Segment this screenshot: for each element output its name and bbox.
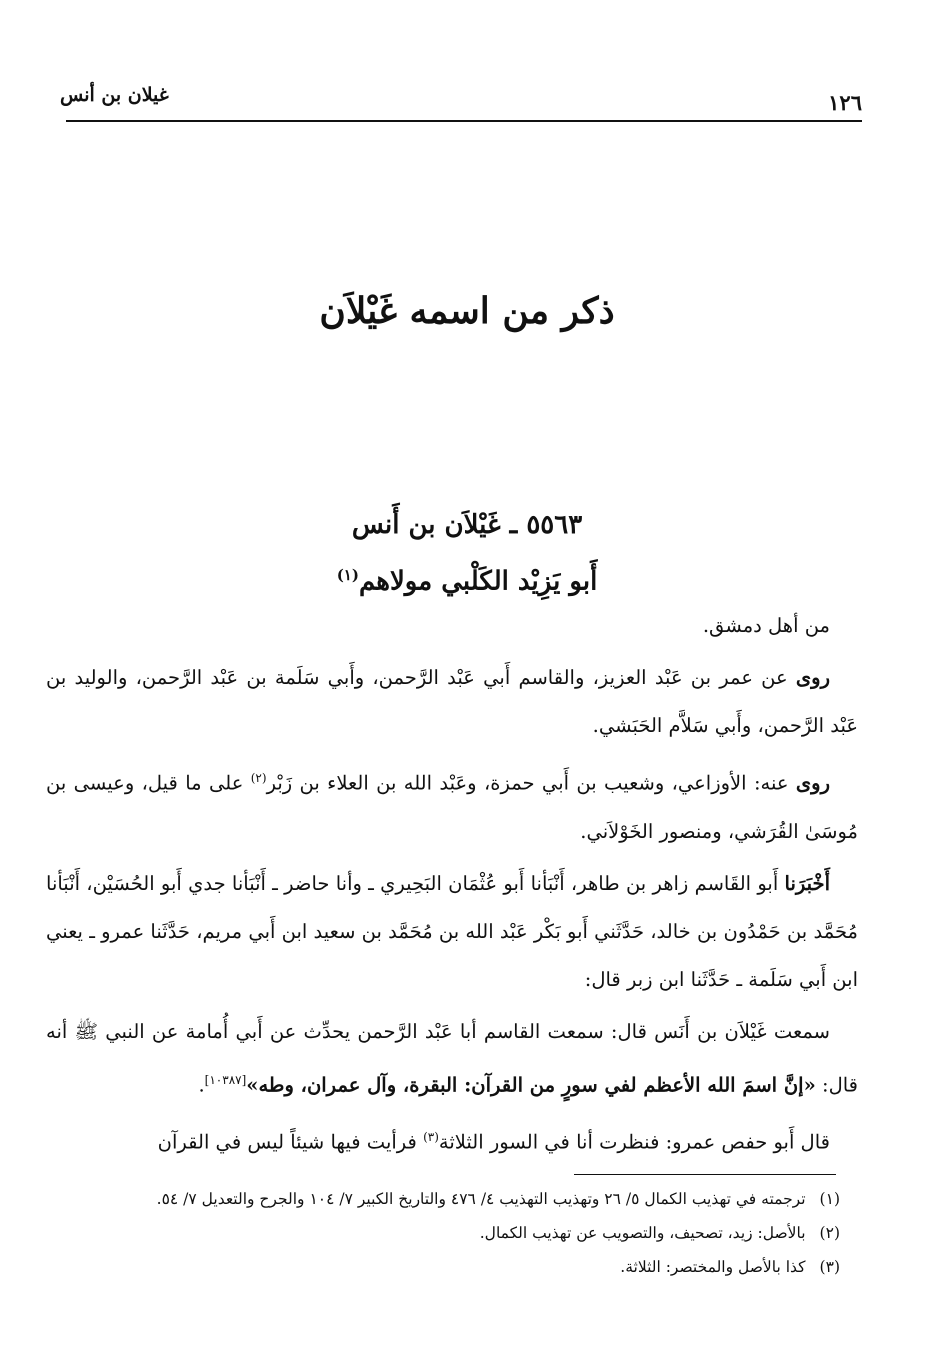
- footnote-item: [60, 1216, 840, 1250]
- paragraph-lead: روى: [795, 666, 830, 689]
- paragraph-narrated-by: [46, 754, 858, 856]
- paragraph-hadith: [46, 1008, 858, 1110]
- paragraph-comment: [46, 1113, 858, 1167]
- footnote-number: (٣): [819, 1258, 840, 1276]
- paragraph-text: عنه: الأوزاعي، وشعيب بن أَبي حمزة، وعَبْد الله بن العلاء بن زَبْر: [266, 771, 796, 795]
- footnote-marker-1: (١): [336, 566, 359, 584]
- paragraph-text: فرأيت فيها شيئاً ليس في القرآن: [157, 1130, 424, 1154]
- paragraph-origin: من أهل دمشق.: [702, 614, 830, 637]
- paragraph-text: أَبو القَاسم زاهر بن طاهر، أَنْبَأنا أَبو عُثْمَان البَحِيري ـ وأنا حاضر ـ أَنْبَأنا جدي أَبو الحُسَيْن، أَنْبَأنا مُحَمَّد بن حَمْدُون بن خالد، حَدَّثَني أَبو بَكْر عَبْد الله بن مُحَمَّد بن سعيد ابن أَبي مريم، حَدَّثَنا عمرو ـ يعني ابن أَبي سَلَمة ـ حَدَّثَنا ابن زبر قال:: [46, 871, 858, 991]
- entry-heading-name: أَبو يَزِيْد الكَلْبي مولاهم: [358, 566, 598, 597]
- paragraph-text: قال أَبو حفص عمرو: فنظرت أنا في السور الثلاثة: [438, 1130, 830, 1154]
- entry-heading: [0, 500, 934, 607]
- page-number: ١٢٦: [828, 90, 862, 115]
- footnotes: [60, 1182, 840, 1284]
- paragraph-text: على ما قيل، وعيسى بن مُوسَىٰ القُرَشي، ومنصور الخَوْلاَني.: [46, 771, 858, 843]
- paragraph-text: .: [198, 1073, 205, 1096]
- paragraph-lead: أَخْبَرَنا: [784, 871, 830, 895]
- hadith-reference: [١٠٣٨٧]: [204, 1072, 247, 1087]
- body-text: [46, 602, 858, 1171]
- footnote-text: ترجمته في تهذيب الكمال ٥/ ٢٦ وتهذيب التهذيب ٤/ ٤٧٦ والتاريخ الكبير ٧/ ١٠٤ والجرح والتعديل ٧/ ٥٤.: [156, 1190, 806, 1208]
- paragraph-lead: روى: [795, 771, 830, 795]
- paragraph-text: سمعت غَيْلاَن بن أَنَس قال: سمعت القاسم أبا عَبْد الرَّحمن يحدِّث عن أَبي أُمامة عن النبي ﷺ أنه قال:: [46, 1019, 858, 1096]
- paragraph-narrated-from: [46, 654, 858, 750]
- section-title: ذكر من اسمه غَيْلاَن: [319, 290, 615, 332]
- footnote-marker-2: (٢): [250, 771, 267, 785]
- footnote-marker-3: (٣): [423, 1130, 439, 1144]
- footnote-number: (١): [819, 1190, 840, 1208]
- entry-heading-line2: [0, 550, 934, 607]
- footnote-text: كذا بالأصل والمختصر: الثلاثة.: [620, 1258, 806, 1276]
- footnote-divider: [574, 1174, 836, 1175]
- running-title: غيلان بن أنس: [60, 84, 169, 106]
- footnote-item: [60, 1182, 840, 1216]
- footnote-item: [60, 1250, 840, 1284]
- header-divider: [66, 120, 862, 122]
- hadith-quote: «إنَّ اسمَ الله الأعظم لفي سورٍ من القرآن: البقرة، وآل عمران، وطه»: [246, 1073, 816, 1096]
- entry-heading-line1: ٥٥٦٣ ـ غَيْلاَن بن أَنس: [351, 510, 583, 540]
- paragraph-isnad: [46, 860, 858, 1004]
- footnote-number: (٢): [819, 1224, 840, 1242]
- paragraph-text: عن عمر بن عَبْد العزيز، والقاسم أَبي عَبْد الرَّحمن، وأَبي سَلَمة بن عَبْد الرَّحمن، والوليد بن عَبْد الرَّحمن، وأَبي سَلاَّم الحَبَشي.: [46, 666, 858, 737]
- footnote-text: بالأصل: زيد، تصحيف، والتصويب عن تهذيب الكمال.: [479, 1224, 806, 1242]
